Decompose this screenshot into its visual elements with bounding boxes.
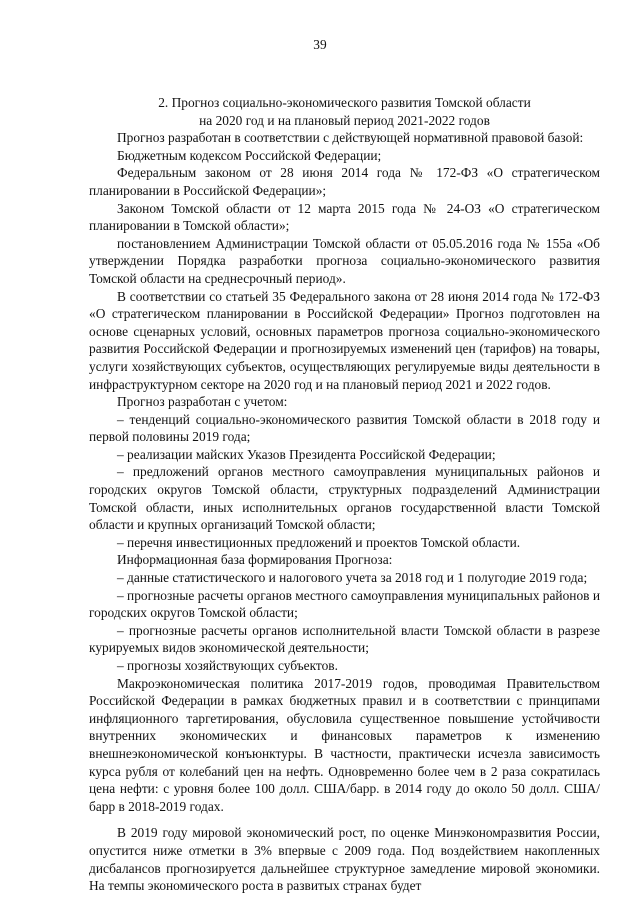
paragraph: Прогноз разработан в соответствии с действующей нормативной правовой базой: [117,130,584,146]
section-heading [89,94,600,129]
paragraph: В соответствии со статьей 35 Федерального закона от 28 июня 2014 года № 172-ФЗ «О стратегическом планировании в Российской Федерации» Прогноз подготовлен на основе сценарных условий, основных параметров прогноза социально-экономического развития Российской Федерации и прогнозируемых изменений цен (тарифов) на товары, услуги хозяйствующих субъектов, осуществляющих регулируемые виды деятельности в инфраструктурном секторе на 2020 год и на плановый период 2021 и 2022 годов. [89,288,600,392]
paragraph: Прогноз разработан с учетом: [117,394,288,410]
list-item: – предложений органов местного самоуправления муниципальных районов и городских округов Томской области, структурных подразделений Администрации Томской области, иных исполнительных органов государственной власти Томской области и крупных организаций Томской области; [89,464,600,533]
section-heading-line-1: 2. Прогноз социально-экономического развития Томской области [158,95,531,110]
list-item: – реализации майских Указов Президента Российской Федерации; [117,446,496,462]
list-item: – прогнозные расчеты органов местного самоуправления муниципальных районов и городских округов Томской области; [89,587,600,621]
paragraph: Федеральным законом от 28 июня 2014 года № 172-ФЗ «О стратегическом планировании в Российской Федерации»; [89,165,600,198]
paragraph: Информационная база формирования Прогноза: [117,552,393,568]
list-item: – тенденций социально-экономического развития Томской области в 2018 году и первой половины 2019 года; [89,411,600,445]
paragraph: В 2019 году мировой экономический рост, по оценке Минэкономразвития России, опустится ниже отметки в 3% впервые с 2009 года. Под воздействием накопленных дисбалансов прогнозируется дальнейшее структурное замедление мировой экономики. На темпы экономического роста в развитых странах будет [89,825,600,894]
list-item: – перечня инвестиционных предложений и проектов Томской области. [117,534,521,550]
paragraph: Макроэкономическая политика 2017-2019 годов, проводимая Правительством Российской Федерации в рамках бюджетных правил и в соответствии с принципами инфляционного таргетирования, обусловила существенное повышение устойчивости внутренних экономических и финансовых параметров к изменению внешнеэкономической конъюнктуры. В частности, практически исчезла зависимость курса рубля от колебаний цен на нефть. Одновременно более чем в 2 раза сократилась цена нефти: с уровня более 100 долл. США/барр. в 2014 году до около 50 долл. США/барр в 2018-2019 годах. [89,675,600,814]
list-item: – прогнозы хозяйствующих субъектов. [117,658,338,673]
page-number: 39 [313,37,327,52]
paragraph: постановлением Администрации Томской области от 05.05.2016 года № 155а «Об утверждении Порядка разработки прогноза социально-экономического развития Томской области на среднесрочный период». [89,235,600,286]
list-item: – данные статистического и налогового учета за 2018 год и 1 полугодие 2019 года; [117,570,588,586]
paragraph: Законом Томской области от 12 марта 2015 года № 24-ОЗ «О стратегическом планировании в Томской области»; [89,200,600,234]
list-item: – прогнозные расчеты органов исполнительной власти Томской области в разрезе курируемых видов экономической деятельности; [89,622,600,656]
document-body [89,94,600,895]
section-heading-line-2: на 2020 год и на плановый период 2021-2022 годов [199,112,490,128]
paragraph: Бюджетным кодексом Российской Федерации; [117,147,382,163]
